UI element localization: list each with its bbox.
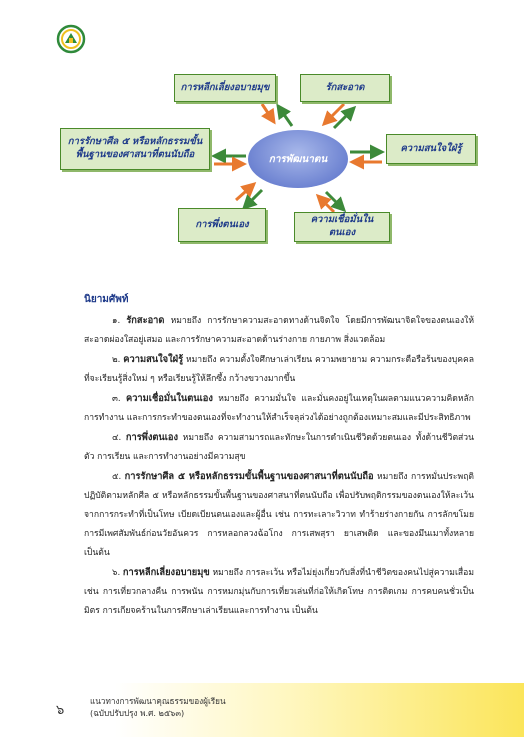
box-self-confidence: ความเชื่อมั่นในตนเอง — [294, 212, 390, 242]
footer-band — [0, 683, 524, 737]
box-self-reliance: การพึ่งตนเอง — [178, 208, 266, 242]
page-number: ๖ — [56, 703, 65, 718]
definition-text: หมายถึง การรักษาความสะอาดทางด้านจิตใจ โดยมีการพัฒนาจิตใจของตนเองให้สะอาดผ่องใสอยู่เสมอ และการรักษาความสะอาดด้านร่างกาย กายภาพ สิ่งแวดล้อม — [84, 316, 474, 345]
box-curiosity: ความสนใจใฝ่รู้ — [386, 134, 476, 164]
definition-term: รักสะอาด — [126, 315, 165, 326]
definition-number: ๕. — [112, 472, 122, 482]
definition-number: ๒. — [112, 355, 121, 365]
definition-item — [84, 467, 474, 563]
definition-item — [84, 389, 474, 428]
definition-item — [84, 428, 474, 467]
arrow-in-top — [262, 104, 274, 122]
page-footer — [0, 683, 524, 737]
arrow-out-top — [278, 106, 292, 126]
box-precepts: การรักษาศีล ๕ หรือหลักธรรมขั้นพื้นฐานของศาสนาที่ตนนับถือ — [60, 128, 210, 170]
definition-text: หมายถึง ความตั้งใจศึกษาเล่าเรียน ความพยายาม ความกระตือรือร้นของบุคคลที่จะเรียนรู้สิ่งใหม่ ๆ หรือเรียนรู้ให้ลึกซึ้ง กว้างขวางมากขึ้น — [84, 355, 475, 384]
definition-item — [84, 311, 474, 350]
definition-term: การรักษาศีล ๕ หรือหลักธรรมขั้นพื้นฐานของศาสนาที่ตนนับถือ — [124, 471, 374, 482]
definition-text: หมายถึง การหมั่นประพฤติปฏิบัติตามหลักศีล ๕ หรือหลักธรรมขั้นพื้นฐานของศาสนาที่ตนนับถือ เพื่อปรับพฤติกรรมของตนเองให้ละเว้นจากการกระทำที่เป็นโทษ เบียดเบียนตนเองและผู้อื่น เช่น การทะเลาะวิวาท ทำร้ายร่างกายกัน การลักขโมย การมีเพศสัมพันธ์ก่อนวัยอันควร การหลอกลวงฉ้อโกง การเสพสุรา ยาเสพติด และของมึนเมาทั้งหลาย เป็นต้น — [84, 472, 474, 558]
definition-text: หมายถึง ความมั่นใจ และมั่นคงอยู่ในเหตุในผลตามแนวความคิดหลักการทำงาน และการกระทำของตนเองที่จะทำงานให้สำเร็จลุล่วงได้อย่างถูกต้องเหมาะสมและมีประสิทธิภาพ — [84, 394, 474, 423]
footer-title — [90, 695, 226, 719]
definition-text: หมายถึง การละเว้น หรือไม่ยุ่งเกี่ยวกับสิ่งที่นำชีวิตของคนไปสู่ความเสื่อม เช่น การเที่ยวกลางคืน การพนัน การหมกมุ่นกับการเที่ยวเล่นที่ก่อให้เกิดโทษ การติดเกม การคบคนชั่วเป็นมิตร การเกียจคร้านในการศึกษาเล่าเรียนและการทำงาน เป็นต้น — [84, 568, 474, 616]
arrow-out-bottom-left — [244, 190, 262, 208]
definition-number: ๔. — [112, 433, 122, 443]
definitions-section — [84, 290, 474, 621]
definition-number: ๖. — [112, 568, 121, 578]
footer-line-2: (ฉบับปรับปรุง พ.ศ. ๒๕๖๓) — [90, 708, 185, 718]
footer-line-1: แนวทางการพัฒนาคุณธรรมของผู้เรียน — [90, 696, 226, 706]
definition-term: การพึ่งตนเอง — [125, 432, 179, 443]
box-avoid-vices: การหลีกเลี่ยงอบายมุข — [174, 74, 276, 102]
definition-item — [84, 563, 474, 621]
arrow-in-bottom-left — [236, 184, 254, 200]
definition-term: ความเชื่อมั่นในตนเอง — [125, 393, 213, 404]
definitions-heading: นิยามศัพท์ — [84, 294, 129, 305]
definition-term: การหลีกเลี่ยงอบายมุข — [122, 567, 210, 578]
center-self-development: การพัฒนาตน — [248, 130, 348, 188]
definition-number: ๑. — [112, 316, 121, 326]
box-cleanliness: รักสะอาด — [300, 74, 390, 102]
definition-term: ความสนใจใฝ่รู้ — [123, 354, 184, 365]
definition-item — [84, 350, 474, 389]
development-diagram — [0, 0, 524, 260]
definition-number: ๓. — [112, 394, 121, 404]
definition-text: หมายถึง ความสามารถและทักษะในการดำเนินชีวิตด้วยตนเอง ทั้งด้านชีวิตส่วนตัว การเรียน และการทำงานอย่างมีความสุข — [84, 433, 474, 462]
